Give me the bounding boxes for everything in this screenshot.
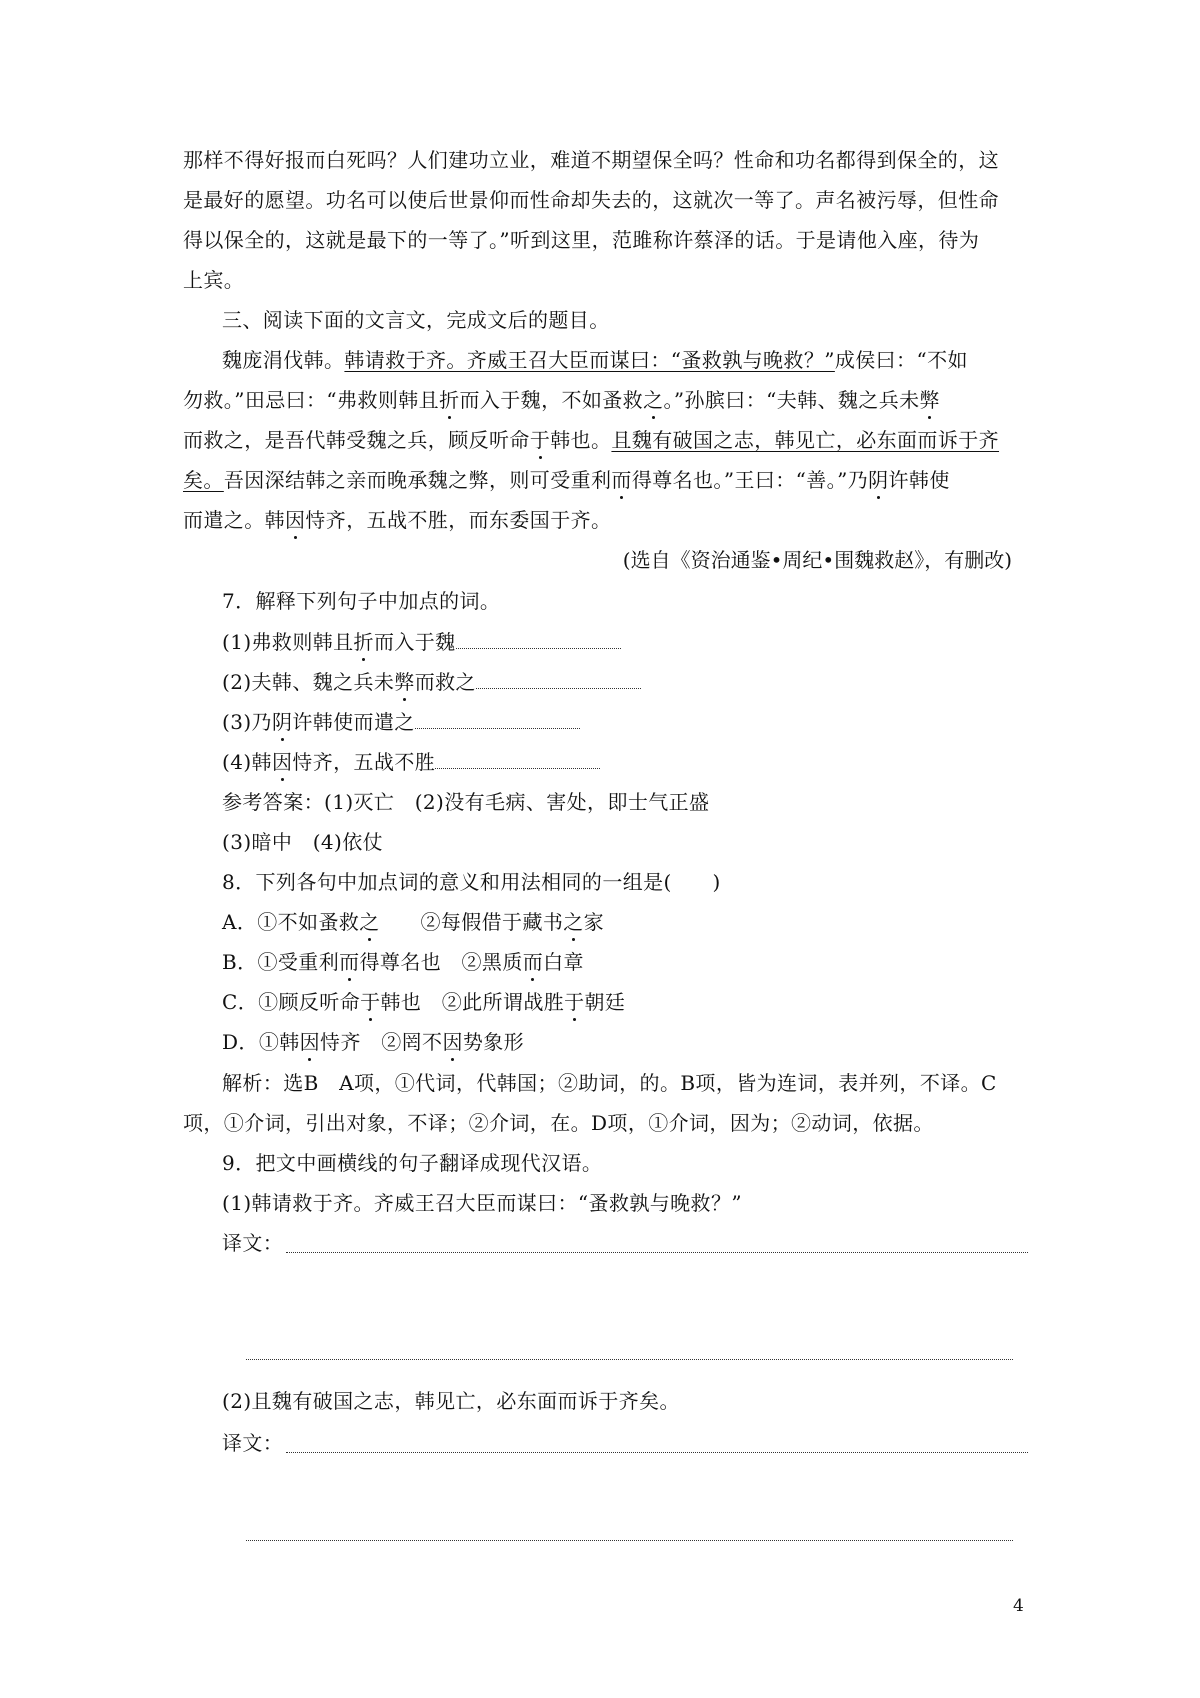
text: 而救之，是吾代韩受魏之兵，顾反听命 [183, 428, 530, 452]
section-title: 三、阅读下面的文言文，完成文后的题目。 [222, 308, 610, 332]
text: 。”孙膑曰：“夫韩、魏之兵未 [663, 388, 920, 412]
translation-line[interactable] [286, 1452, 1028, 1453]
text: D．①韩 [222, 1030, 300, 1054]
text: (3)乃 [222, 710, 272, 734]
text: 白章 [543, 950, 584, 974]
text: 许韩使而遣之 [292, 710, 415, 734]
answer-blank[interactable] [415, 710, 580, 729]
question-7-answer: (3)暗中 (4)依仗 [222, 830, 384, 854]
dotted-word: 而 [522, 950, 544, 974]
question-9-title: 9．把文中画横线的句子翻译成现代汉语。 [222, 1151, 603, 1175]
question-7-answer: 参考答案：(1)灭亡 (2)没有毛病、害处，即士气正盛 [222, 790, 710, 814]
text: 而入于魏，不如蚤救 [459, 388, 644, 412]
dotted-word: 于 [360, 990, 381, 1014]
option-b [222, 948, 584, 976]
option-c [222, 988, 625, 1016]
dotted-word: 之 [359, 910, 380, 934]
text: 朝廷 [584, 990, 626, 1014]
answer-blank[interactable] [476, 670, 641, 689]
text: 魏庞涓伐韩。 [222, 348, 345, 372]
text: 成侯曰：“不如 [834, 348, 968, 372]
dotted-word: 之 [643, 388, 664, 412]
para-line: 是最好的愿望。功名可以使后世景仰而性命却失去的，这就次一等了。声名被污辱，但性命 [183, 188, 999, 212]
passage-line [183, 466, 950, 494]
dotted-word: 折 [439, 388, 460, 412]
option-a [222, 908, 604, 936]
dotted-word: 弊 [394, 670, 415, 694]
text: 而救之 [414, 670, 476, 694]
question-9-sentence-1: (1)韩请救于齐。齐威王召大臣而谋曰：“蚤救孰与晚救？” [222, 1191, 742, 1215]
question-8-title: 8．下列各句中加点词的意义和用法相同的一组是( ) [222, 870, 721, 894]
dotted-word: 于 [564, 990, 585, 1014]
text: C．①顾反听命 [222, 990, 361, 1014]
question-9-sentence-2: (2)且魏有破国之志，韩见亡，必东面而诉于齐矣。 [222, 1389, 680, 1413]
translation-line[interactable] [286, 1252, 1028, 1253]
answer-blank[interactable] [456, 630, 621, 649]
question-7-title: 7．解释下列句子中加点的词。 [222, 589, 501, 613]
text: 勿救。”田忌曰：“弗救则韩且 [183, 388, 440, 412]
dotted-word: 阴 [271, 710, 293, 734]
dotted-word: 折 [353, 630, 374, 654]
translation-label: 译文： [222, 1231, 284, 1255]
text: 势象形 [462, 1030, 525, 1054]
text: 得尊名也 ②黑质 [359, 950, 523, 974]
dotted-word: 因 [442, 1030, 463, 1054]
text: 得尊名也。”王曰：“善。”乃 [631, 468, 869, 492]
text: 而遣之。韩 [183, 508, 285, 532]
dotted-word: 于 [529, 428, 551, 452]
text: (2)夫韩、魏之兵未 [222, 670, 395, 694]
dotted-word: 因 [285, 508, 306, 532]
translation-label: 译文： [222, 1431, 284, 1455]
text: 而入于魏 [373, 630, 456, 654]
dotted-word: 因 [299, 1030, 321, 1054]
text: 恃齐，五战不胜 [292, 750, 436, 774]
underlined-sentence: 且魏有破国之志，韩见亡，必东面而诉于齐 [611, 428, 1000, 452]
question-7-item [222, 748, 600, 776]
para-line: 那样不得好报而白死吗？人们建功立业，难道不期望保全吗？性命和功名都得到保全的，这 [183, 148, 999, 172]
text: A．①不如蚤救 [222, 910, 360, 934]
text: 韩也。 [550, 428, 612, 452]
para-line: 上宾。 [183, 268, 245, 292]
dotted-word: 之 [563, 910, 584, 934]
text: 恃齐 ②罔不 [320, 1030, 443, 1054]
page-number: 4 [1013, 1596, 1024, 1616]
underlined-sentence: 韩请救于齐。齐威王召大臣而谋曰：“蚤救孰与晚救？” [344, 348, 835, 372]
text: B．①受重利 [222, 950, 340, 974]
text: 恃齐，五战不胜，而东委国于齐。 [305, 508, 612, 532]
passage-line [183, 386, 940, 414]
question-8-analysis: 项，①介词，引出对象，不译；②介词，在。D项，①介词，因为；②动词，依据。 [183, 1111, 934, 1135]
translation-line[interactable] [246, 1359, 1013, 1360]
question-8-analysis: 解析：选B A项，①代词，代韩国；②助词，的。B项，皆为连词，表并列，不译。C [222, 1071, 997, 1095]
dotted-word: 因 [271, 750, 293, 774]
passage-line [222, 346, 968, 374]
text: 家 [583, 910, 605, 934]
underlined-sentence: 矣。 [183, 468, 224, 492]
question-7-item [222, 668, 641, 696]
dotted-word: 弊 [919, 388, 940, 412]
text: ②每假借于藏书 [379, 910, 564, 934]
dotted-word: 而 [611, 468, 632, 492]
dotted-word: 阴 [868, 468, 889, 492]
text: 韩也 ②此所谓战胜 [380, 990, 565, 1014]
option-d [222, 1028, 524, 1056]
para-line: 得以保全的，这就是最下的一等了。”听到这里，范雎称许蔡泽的话。于是请他入座，待为 [183, 228, 980, 252]
passage-line [183, 426, 999, 454]
passage-source: (选自《资治通鉴•周纪•围魏救赵》，有删改) [622, 548, 1012, 572]
text: 吾因深结韩之亲而晚承魏之弊，则可受重利 [223, 468, 612, 492]
text: 许韩使 [888, 468, 950, 492]
translation-line[interactable] [246, 1540, 1013, 1541]
answer-blank[interactable] [435, 750, 600, 769]
text: (4)韩 [222, 750, 272, 774]
passage-line [183, 506, 611, 534]
text: (1)弗救则韩且 [222, 630, 354, 654]
question-7-item [222, 708, 580, 736]
dotted-word: 而 [339, 950, 360, 974]
question-7-item [222, 628, 621, 656]
